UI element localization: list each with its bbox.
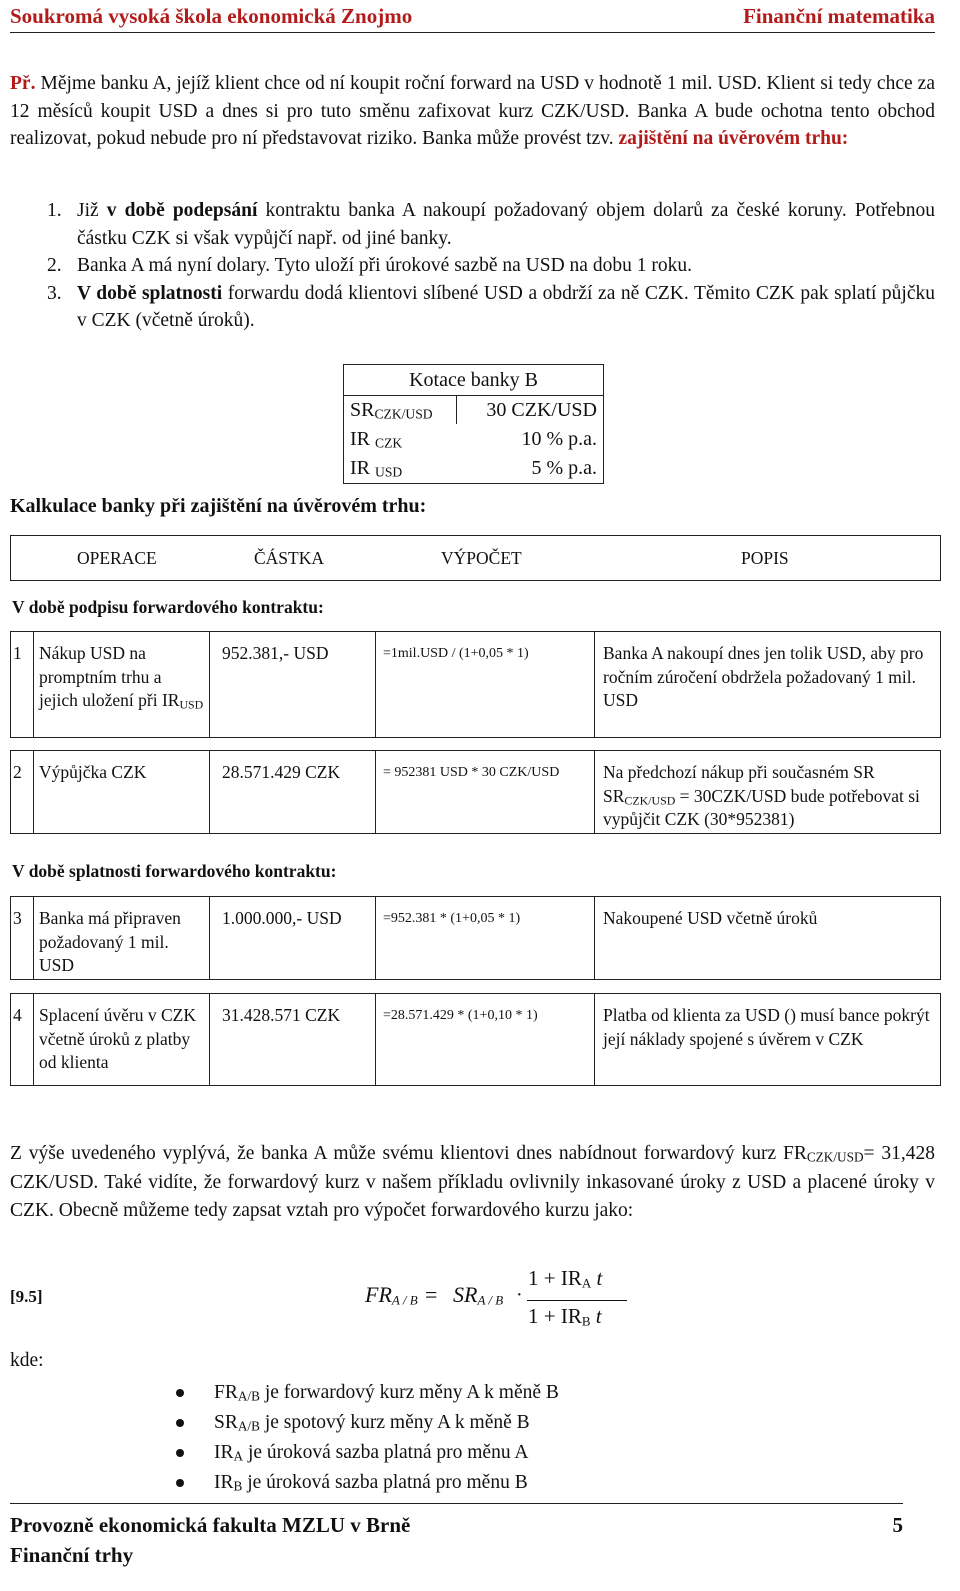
header-school: Soukromá vysoká škola ekonomická Znojmo — [10, 4, 413, 28]
step-number: 3. — [47, 282, 62, 304]
row-amount: 28.571.429 CZK — [222, 762, 341, 782]
calc-title: Kalkulace banky při zajištění na úvěrovém trhu: — [10, 495, 427, 517]
row-operation: Nákup USD na promptním trhu a jejich uložení při $IR_{USD}$ — [39, 643, 204, 712]
row-operation: Splacení úvěru v CZK včetně úroků z platby od klienta — [39, 1005, 196, 1072]
kde-label: kde: — [10, 1350, 44, 1371]
list-item: $IR_A$ je úroková sazba platná pro měnu A — [176, 1438, 559, 1468]
step-2 — [10, 252, 935, 280]
page-footer — [10, 1503, 903, 1570]
step-number: 1. — [47, 200, 62, 221]
quote-key: IR $_{CZK}$ — [350, 428, 403, 451]
step-1 — [10, 197, 935, 252]
formula-equals: = — [425, 1282, 438, 1307]
list-item: $FR_{A/B}$ je forwardový kurz měny A k měně B — [176, 1378, 559, 1408]
formula-numerator: $1 + IR_A$ t — [528, 1266, 603, 1291]
variables-list — [176, 1378, 559, 1498]
row-description: Na předchozí nákup při současném SR $SR_{CZK/USD} = 30CZK/USD$ bude potřebovat si vypůjčit CZK (30*952381) — [603, 762, 920, 829]
formula-denominator: $1 + IR_B$ t — [528, 1304, 602, 1329]
table-row — [10, 896, 941, 980]
page-number: 5 — [892, 1513, 903, 1537]
section-signing: V době podpisu forwardového kontraktu: — [12, 597, 324, 617]
row-calc: = 952381 USD * 30 CZK/USD — [383, 765, 560, 780]
steps-list — [10, 197, 935, 335]
col-castka: ČÁSTKA — [254, 548, 325, 568]
row-operation: Banka má připraven požadovaný 1 mil. USD — [39, 908, 181, 975]
row-description: Nakoupené USD včetně úroků — [603, 908, 818, 928]
quotes-title: Kotace banky B — [344, 365, 603, 396]
row-description: Banka A nakoupí dnes jen tolik USD, aby pro ročním zúročení obdržela požadovaný 1 mil. USD — [603, 643, 924, 710]
formula-spot: $SR_{A / B}$ — [453, 1282, 504, 1308]
section-maturity: V době splatnosti forwardového kontraktu: — [12, 861, 337, 881]
col-vypocet: VÝPOČET — [441, 548, 522, 568]
intro-paragraph — [10, 70, 935, 153]
list-item: $IR_B$ je úroková sazba platná pro měnu B — [176, 1468, 559, 1498]
quote-value: 5 % p.a. — [531, 457, 597, 479]
row-calc: =952.381 * (1+0,05 * 1) — [383, 911, 521, 926]
list-item: $SR_{A/B}$ je spotový kurz měny A k měně B — [176, 1408, 559, 1438]
step-number: 2. — [47, 255, 62, 276]
row-amount: 31.428.571 CZK — [222, 1005, 341, 1025]
quote-value: 10 % p.a. — [521, 428, 597, 450]
row-amount: 952.381,- USD — [222, 643, 329, 663]
hedge-term: zajištění na úvěrovém trhu: — [618, 128, 849, 149]
formula-lhs: $FR_{A / B}$ — [365, 1282, 418, 1308]
table-row — [10, 631, 941, 738]
step-bold: v době podepsání — [106, 200, 258, 221]
row-number: 3 — [13, 908, 22, 928]
row-number: 2 — [13, 762, 22, 782]
step-text: Již — [77, 200, 107, 221]
footer-course: Finanční trhy — [10, 1543, 134, 1567]
col-operace: OPERACE — [77, 548, 157, 568]
header-subject: Finanční matematika — [743, 4, 935, 28]
row-description: Platba od klienta za USD () musí bance pokrýt její náklady spojené s úvěrem v CZK — [603, 1005, 930, 1049]
step-text: forwardu dodá klientovi slíbené USD a obdrží za ně CZK. Těmito CZK pak splatí půjčku v CZK (včetně úroků). — [77, 282, 935, 331]
table-row — [10, 993, 941, 1086]
table-row — [10, 750, 941, 834]
bank-b-quotes-table — [343, 364, 604, 484]
intro-text: Mějme banku A, jejíž klient chce od ní koupit roční forward na USD v hodnotě 1 mil. USD. Klient si tedy chce za 12 měsíců koupit USD a dnes si pro tuto směnu zafixovat kurz CZK/USD. Banka A bude ochotna tento obchod realizovat, pokud nebude pro ní představovat riziko. Banka může provést tzv. — [10, 73, 935, 149]
footer-faculty: Provozně ekonomická fakulta MZLU v Brně — [10, 1513, 411, 1537]
row-amount: 1.000.000,- USD — [222, 908, 342, 928]
step-bold: V době splatnosti — [77, 282, 223, 304]
formula-label: [9.5] — [10, 1287, 43, 1306]
page-header — [10, 2, 935, 33]
row-operation: Výpůjčka CZK — [39, 762, 147, 782]
step-3 — [10, 280, 935, 335]
conclusion-paragraph: Z výše uvedeného vyplývá, že banka A může svému klientovi dnes nabídnout forwardový kurz $FR_{CZK/USD}= 31,428$ CZK/USD. Také vidíte, že forwardový kurz v našem příkladu ovlivnily inkasované úroky z USD a placené úroky v CZK. Obecně můžeme tedy zapsat vztah pro výpočet forwardového kurzu jako: — [10, 1143, 935, 1221]
quote-row — [344, 396, 603, 425]
quote-value: 30 CZK/USD — [486, 399, 597, 421]
row-number: 4 — [13, 1005, 22, 1025]
col-popis: POPIS — [741, 548, 789, 568]
quote-row — [344, 425, 603, 454]
quote-key: $SR_{CZK/USD}$ — [350, 399, 433, 422]
row-number: 1 — [13, 643, 22, 663]
example-label: Př. — [10, 73, 36, 94]
fraction-bar — [527, 1300, 627, 1301]
row-calc: =28.571.429 * (1+0,10 * 1) — [383, 1008, 538, 1023]
quote-row — [344, 454, 603, 483]
table-header-row — [10, 535, 941, 581]
step-text: Banka A má nyní dolary. Tyto uloží při úrokové sazbě na USD na dobu 1 roku. — [77, 255, 692, 276]
quote-key: IR $_{USD}$ — [350, 457, 403, 480]
formula-dot: · — [516, 1284, 523, 1306]
row-calc: =1mil.USD / (1+0,05 * 1) — [383, 646, 529, 661]
step-text: kontraktu banka A nakoupí požadovaný objem dolarů za české koruny. Potřebnou částku CZK si však vypůjčí např. od jiné banky. — [77, 200, 936, 249]
